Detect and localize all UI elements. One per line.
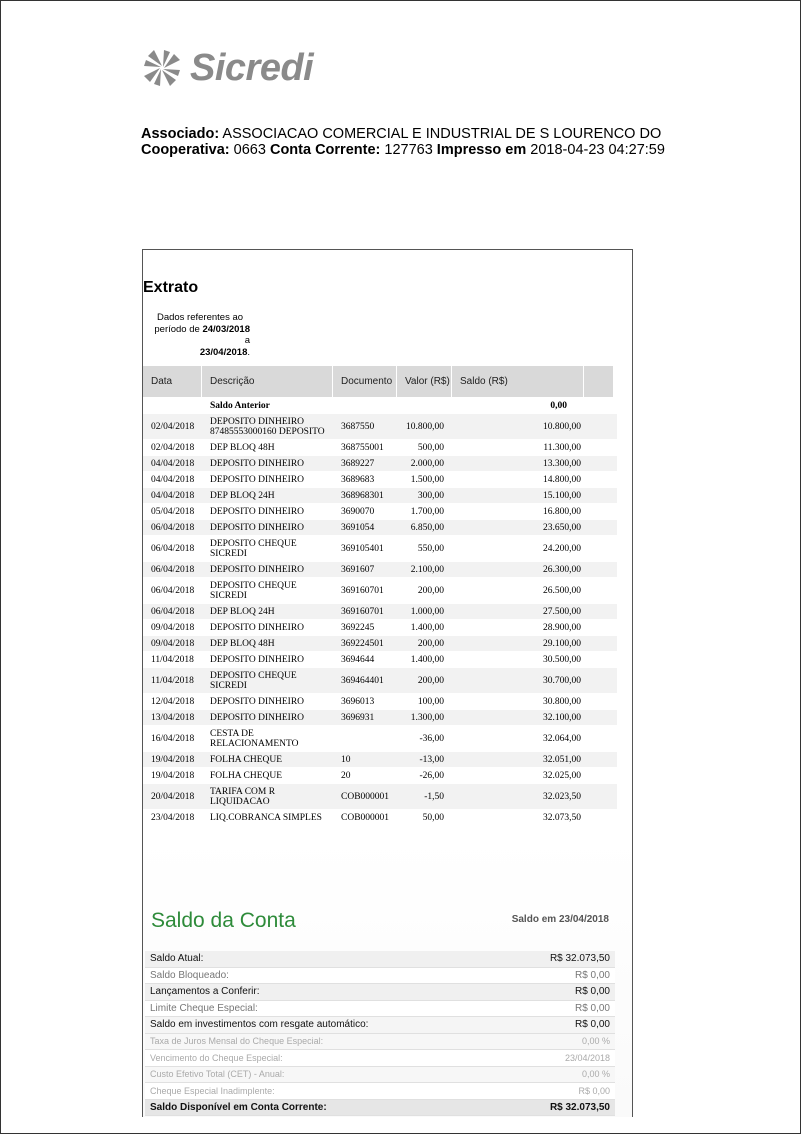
cell-data: 04/04/2018	[151, 458, 195, 469]
cell-saldo: 28.900,00	[543, 622, 581, 633]
table-row	[143, 694, 617, 710]
cell-descricao: FOLHA CHEQUE	[210, 770, 283, 781]
cell-saldo: 15.100,00	[543, 490, 581, 501]
impresso-value: 2018-04-23 04:27:59	[530, 142, 665, 158]
table-row	[143, 562, 617, 578]
cell-documento: 3691607	[341, 564, 375, 575]
cell-documento: 10	[341, 754, 351, 765]
cell-data: 19/04/2018	[151, 770, 195, 781]
cell-valor: 1.400,00	[410, 622, 444, 633]
saldo-table	[145, 951, 615, 1116]
col-extra	[584, 366, 613, 397]
cell-documento: 369105401	[341, 543, 384, 554]
saldo-line	[145, 968, 615, 985]
saldo-line-value: R$ 0,00	[574, 986, 610, 998]
cell-data: 09/04/2018	[151, 622, 195, 633]
cell-documento: 369224501	[341, 638, 384, 649]
cell-descricao: DEPOSITO DINHEIRO	[210, 622, 305, 633]
cell-saldo: 27.500,00	[543, 606, 581, 617]
table-row	[143, 784, 617, 810]
saldo-line-label: Saldo em investimentos com resgate automático:	[150, 1019, 369, 1031]
saldo-line-label: Saldo Bloqueado:	[150, 969, 229, 981]
cell-documento: 369464401	[341, 675, 384, 686]
cell-descricao: LIQ.COBRANCA SIMPLES	[210, 812, 322, 823]
cell-documento: 369160701	[341, 585, 384, 596]
saldo-line-label: Saldo Atual:	[150, 953, 204, 965]
cell-documento: COB000001	[341, 791, 390, 802]
cell-valor: 200,00	[417, 585, 444, 596]
saldo-line	[145, 1017, 615, 1034]
table-row	[143, 636, 617, 652]
table-row	[143, 504, 617, 520]
cell-data: 06/04/2018	[151, 585, 195, 596]
cell-descricao: DEPOSITO DINHEIRO	[210, 712, 305, 723]
cell-data: 11/04/2018	[151, 654, 194, 665]
cell-valor: 2.000,00	[410, 458, 444, 469]
cell-documento: 369160701	[341, 606, 384, 617]
cell-descricao: DEP BLOQ 24H	[210, 606, 275, 617]
cell-valor: 1.000,00	[410, 606, 444, 617]
saldo-line	[145, 984, 615, 1001]
table-row	[143, 488, 617, 504]
cell-saldo: 10.800,00	[543, 421, 581, 432]
cell-valor: 200,00	[417, 638, 444, 649]
table-row	[143, 520, 617, 536]
cell-saldo: 32.073,50	[543, 812, 581, 823]
sicredi-logo	[140, 46, 313, 90]
saldo-line-label: Limite Cheque Especial:	[150, 1002, 258, 1014]
cell-saldo: 32.023,50	[543, 791, 581, 802]
cell-data: 05/04/2018	[151, 506, 195, 517]
table-row	[143, 414, 617, 440]
cell-descricao: TARIFA COM R LIQUIDACAO	[210, 786, 276, 807]
cell-documento: 20	[341, 770, 351, 781]
cell-descricao: DEPOSITO DINHEIRO	[210, 564, 305, 575]
cell-saldo: 30.800,00	[543, 696, 581, 707]
cell-descricao: DEPOSITO DINHEIRO	[210, 474, 305, 485]
saldo-date: Saldo em 23/04/2018	[511, 914, 609, 925]
cell-data: 06/04/2018	[151, 522, 195, 533]
table-row	[143, 752, 617, 768]
saldo-line-value: 0,00 %	[581, 1069, 610, 1080]
cell-valor: 1.400,00	[410, 654, 444, 665]
cell-descricao: DEP BLOQ 24H	[210, 490, 275, 501]
cell-descricao: DEPOSITO DINHEIRO 87485553000160 DEPOSITO	[210, 416, 325, 437]
cell-documento: 3690070	[341, 506, 375, 517]
table-row	[143, 710, 617, 726]
cell-documento: 3696013	[341, 696, 375, 707]
cell-valor: 50,00	[422, 812, 444, 823]
periodo-text	[150, 312, 250, 358]
cooperativa-value: 0663	[233, 142, 266, 158]
table-row	[143, 440, 617, 456]
cell-saldo: 32.100,00	[543, 712, 581, 723]
cell-descricao: DEPOSITO CHEQUE SICREDI	[210, 538, 297, 559]
periodo-mid: a	[244, 335, 250, 346]
cell-valor: 10.800,00	[406, 421, 444, 432]
periodo-end: 23/04/2018	[199, 346, 248, 358]
cell-valor: 1.500,00	[410, 474, 444, 485]
cell-documento: 368968301	[341, 490, 384, 501]
table-row	[143, 536, 617, 562]
cell-documento: 3691054	[341, 522, 375, 533]
cell-documento	[333, 726, 397, 751]
cell-data: 02/04/2018	[151, 421, 195, 432]
conta-value: 127763	[384, 142, 433, 158]
saldo-line-value: R$ 0,00	[574, 969, 610, 981]
cell-saldo: 30.500,00	[543, 654, 581, 665]
saldo-line-label: Taxa de Juros Mensal do Cheque Especial:	[150, 1036, 324, 1047]
saldo-line-value: R$ 0,00	[578, 1085, 610, 1096]
cell-documento: 3694644	[341, 654, 375, 665]
cell-saldo: 24.200,00	[543, 543, 581, 554]
cell-descricao: DEPOSITO DINHEIRO	[210, 506, 305, 517]
cell-documento: 3687550	[341, 421, 375, 432]
col-valor	[397, 366, 452, 397]
cell-descricao: DEPOSITO DINHEIRO	[210, 458, 305, 469]
periodo-start: 24/03/2018	[202, 323, 250, 335]
cell-saldo: 32.064,00	[543, 733, 581, 744]
cell-valor: 100,00	[417, 696, 444, 707]
col-data: Data	[143, 366, 202, 397]
cell-descricao: CESTA DE RELACIONAMENTO	[210, 728, 299, 749]
cell-saldo: 26.500,00	[543, 585, 581, 596]
col-saldo: Saldo (R$)	[452, 366, 584, 397]
cell-valor: 1.700,00	[410, 506, 444, 517]
periodo-suffix: .	[247, 346, 250, 358]
saldo-line-label: Saldo Disponível em Conta Corrente:	[150, 1101, 327, 1113]
cell-data: 06/04/2018	[151, 606, 195, 617]
cell-empty	[143, 398, 202, 413]
cell-saldo: 32.051,00	[543, 754, 581, 765]
col-descricao: Descrição	[202, 366, 333, 397]
cell-saldo: 13.300,00	[543, 458, 581, 469]
cell-data: 09/04/2018	[151, 638, 195, 649]
cell-valor: 1.300,00	[410, 712, 444, 723]
cell-documento: 368755001	[341, 442, 384, 453]
cell-data: 04/04/2018	[151, 490, 195, 501]
cell-descricao: DEPOSITO DINHEIRO	[210, 696, 305, 707]
cell-data: 19/04/2018	[151, 754, 195, 765]
saldo-line	[145, 1050, 615, 1067]
cell-descricao: DEP BLOQ 48H	[210, 442, 275, 453]
cell-descricao: DEP BLOQ 48H	[210, 638, 275, 649]
saldo-line	[145, 1100, 615, 1117]
cell-documento: COB000001	[341, 812, 390, 823]
transactions-table	[143, 398, 617, 826]
cell-saldo: 23.650,00	[543, 522, 581, 533]
cell-valor: 2.100,00	[410, 564, 444, 575]
cell-valor: 6.850,00	[410, 522, 444, 533]
cell-valor: 500,00	[417, 442, 444, 453]
table-row	[143, 620, 617, 636]
cell-data: 20/04/2018	[151, 791, 195, 802]
saldo-line	[145, 1001, 615, 1018]
col-valor-label: Valor (R$)	[405, 375, 450, 387]
cell-saldo: 14.800,00	[543, 474, 581, 485]
sicredi-pinwheel-icon	[140, 46, 184, 90]
cell-documento: 3689227	[341, 458, 375, 469]
cell-saldo: 26.300,00	[543, 564, 581, 575]
cell-documento: 3692245	[341, 622, 375, 633]
table-row	[143, 456, 617, 472]
table-row	[143, 668, 617, 694]
periodo-prefix: período de	[154, 323, 200, 335]
cell-valor: -36,00	[419, 733, 444, 744]
saldo-line-label: Vencimento do Cheque Especial:	[150, 1052, 283, 1063]
table-row	[143, 604, 617, 620]
saldo-line-value: R$ 32.073,50	[549, 953, 610, 965]
cell-data: 12/04/2018	[151, 696, 195, 707]
account-info	[141, 126, 665, 158]
cooperativa-label: Cooperativa:	[141, 142, 230, 158]
table-row	[143, 726, 617, 752]
table-row	[143, 810, 617, 826]
cell-descricao: DEPOSITO DINHEIRO	[210, 654, 305, 665]
associado-value: ASSOCIACAO COMERCIAL E INDUSTRIAL DE S LOURENCO DO	[222, 126, 662, 142]
cell-saldo: 11.300,00	[543, 442, 581, 453]
saldo-line-value: R$ 0,00	[574, 1002, 610, 1014]
saldo-line-label: Cheque Especial Inadimplente:	[150, 1085, 275, 1096]
saldo-line-label: Custo Efetivo Total (CET) - Anual:	[150, 1069, 285, 1080]
saldo-line-label: Lançamentos a Conferir:	[150, 986, 260, 998]
cell-empty	[397, 398, 452, 413]
cell-data: 23/04/2018	[151, 812, 195, 823]
cell-data: 04/04/2018	[151, 474, 195, 485]
impresso-label: Impresso em	[436, 142, 527, 158]
cell-valor: -26,00	[419, 770, 444, 781]
conta-label: Conta Corrente:	[269, 142, 381, 158]
cell-data: 13/04/2018	[151, 712, 195, 723]
cell-valor: 300,00	[417, 490, 444, 501]
table-header	[143, 366, 617, 397]
saldo-anterior-value: 0,00	[550, 400, 567, 411]
saldo-line	[145, 951, 615, 968]
saldo-line	[145, 1067, 615, 1084]
cell-saldo: 29.100,00	[543, 638, 581, 649]
table-row	[143, 472, 617, 488]
cell-data: 16/04/2018	[151, 733, 195, 744]
cell-data: 06/04/2018	[151, 564, 195, 575]
cell-data: 06/04/2018	[151, 543, 195, 554]
saldo-anterior-label: Saldo Anterior	[210, 400, 270, 411]
cell-data: 11/04/2018	[151, 675, 194, 686]
extrato-title: Extrato	[143, 279, 199, 296]
col-documento: Documento	[333, 366, 397, 397]
saldo-line-value: R$ 32.073,50	[549, 1101, 610, 1113]
saldo-title: Saldo da Conta	[151, 909, 296, 932]
cell-valor: -1,50	[424, 791, 444, 802]
saldo-line-value: 23/04/2018	[564, 1052, 610, 1063]
table-row	[143, 768, 617, 784]
brand-name: Sicredi	[190, 46, 314, 89]
cell-descricao: DEPOSITO DINHEIRO	[210, 522, 305, 533]
table-row	[143, 578, 617, 604]
cell-valor: -13,00	[419, 754, 444, 765]
saldo-line	[145, 1034, 615, 1051]
saldo-line-value: R$ 0,00	[574, 1019, 610, 1031]
cell-descricao: FOLHA CHEQUE	[210, 754, 283, 765]
table-row	[143, 652, 617, 668]
cell-documento: 3689683	[341, 474, 375, 485]
saldo-line-value: 0,00 %	[581, 1036, 610, 1047]
periodo-line1: Dados referentes ao	[156, 312, 244, 323]
cell-saldo: 30.700,00	[543, 675, 581, 686]
associado-label: Associado:	[141, 126, 220, 142]
cell-valor: 200,00	[417, 675, 444, 686]
cell-documento: 3696931	[341, 712, 375, 723]
cell-saldo: 16.800,00	[543, 506, 581, 517]
saldo-anterior-row	[143, 398, 617, 414]
cell-valor: 550,00	[417, 543, 444, 554]
cell-data: 02/04/2018	[151, 442, 195, 453]
cell-descricao: DEPOSITO CHEQUE SICREDI	[210, 670, 297, 691]
cell-descricao: DEPOSITO CHEQUE SICREDI	[210, 580, 297, 601]
cell-empty	[333, 398, 397, 413]
cell-saldo: 32.025,00	[543, 770, 581, 781]
saldo-line	[145, 1083, 615, 1100]
